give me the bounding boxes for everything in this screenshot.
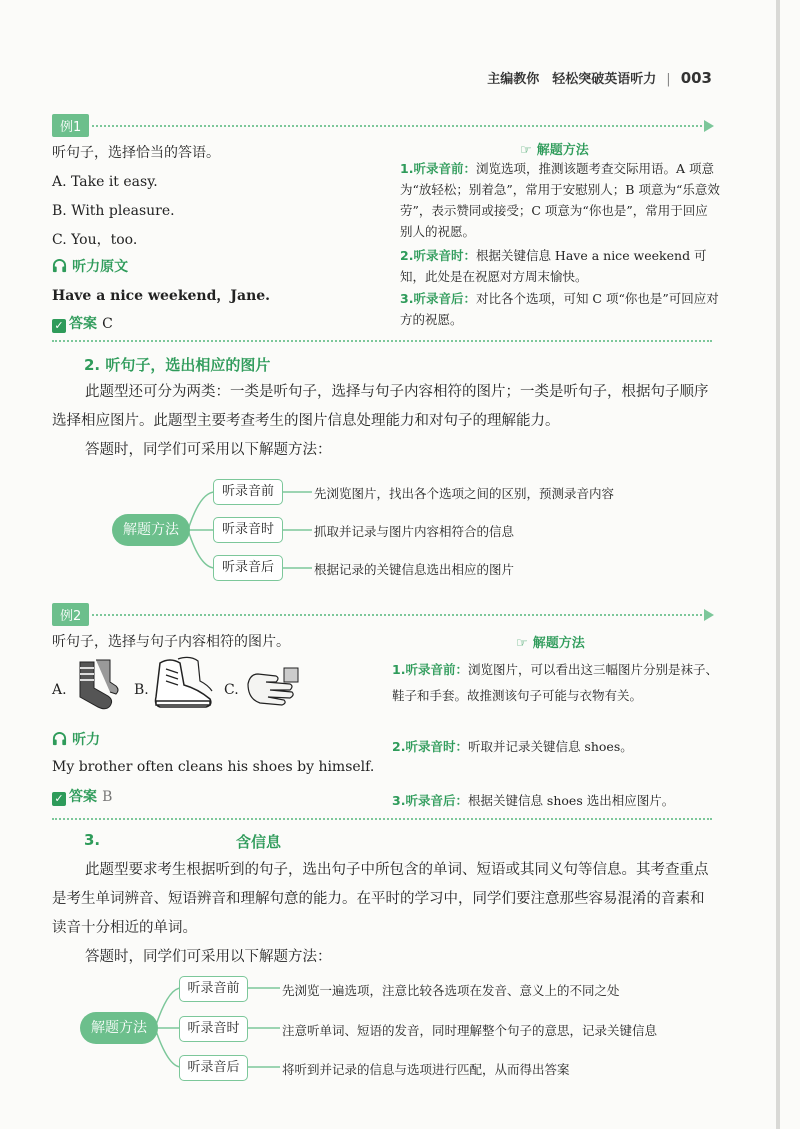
diagram-node: 听录音时 [179, 1016, 248, 1042]
section-title-number: 3. [84, 831, 101, 849]
section-paragraph: 此题型要求考生根据听到的句子，选出句子中所包含的单词、短语或其同义句等信息。其考查重点是考生单词辨音、短语辨音和理解句意的能力。在平时的学习中，同学们要注意那些容易混淆的音素和读音十分相近的单词。 [52, 862, 709, 936]
method-title: 解题方法 [536, 143, 589, 158]
method-step-label: 2.听录音时： [400, 248, 476, 263]
transcript-heading [52, 729, 100, 749]
check-icon: ✓ [52, 319, 66, 333]
section-paragraph: 答题时，同学们可采用以下解题方法： [85, 442, 332, 458]
method-1 [392, 657, 718, 709]
option-b: B. With pleasure. [52, 203, 175, 219]
diagram-node: 听录音后 [179, 1055, 248, 1081]
book-title: 主编教你 轻松突破英语听力 [487, 72, 657, 87]
diagram-desc: 根据记录的关键信息选出相应的图片 [314, 562, 515, 577]
option-c: C. You，too. [52, 232, 138, 248]
question-text: 听句子，选择恰当的答语。 [52, 145, 220, 161]
answer-value: C [102, 316, 113, 332]
diagram-desc: 抓取并记录与图片内容相符合的信息 [314, 524, 515, 539]
diagram-desc: 先浏览一遍选项，注意比较各选项在发音、意义上的不同之处 [282, 983, 620, 998]
option-a: A. Take it easy. [52, 174, 158, 190]
transcript-text: My brother often cleans his shoes by himself. [52, 759, 375, 775]
answer-line [52, 786, 112, 807]
headphone-icon [52, 731, 67, 746]
example-rule [92, 614, 702, 616]
question-text: 听句子，选择与句子内容相符的图片。 [52, 634, 290, 650]
diagram-desc: 先浏览图片，找出各个选项之间的区别，预测录音内容 [314, 486, 615, 501]
method-step-text: 浏览选项，推测该题考查交际用语。A 项意为“放轻松；别着急”，常用于安慰别人；B 项意为“乐意效劳”，表示赞同或接受；C 项意为“你也是”，常用于回应别人的祝愿。 [400, 161, 720, 239]
diagram-center: 解题方法 [80, 1012, 158, 1044]
option-a-label: A. [52, 682, 67, 698]
method-step-label: 3.听录音后： [392, 793, 468, 808]
answer-label: 答案 [69, 789, 97, 805]
diagram-desc: 注意听单词、短语的发音，同时理解整个句子的意思，记录关键信息 [282, 1023, 658, 1038]
check-icon: ✓ [52, 792, 66, 806]
method-step-label: 3.听录音后： [400, 291, 476, 306]
option-c-label: C. [224, 682, 239, 698]
socks-icon [74, 658, 122, 714]
pointing-hand-icon: ☞ [516, 636, 528, 651]
method-step-label: 1.听录音前： [392, 662, 468, 677]
diagram-node: 听录音后 [213, 555, 283, 581]
section-paragraph: 答题时，同学们可采用以下解题方法： [85, 949, 332, 965]
diagram-node: 听录音前 [179, 976, 248, 1002]
diagram-center: 解题方法 [112, 514, 190, 546]
divider [52, 818, 712, 820]
section-paragraph: 此题型还可分为两类：一类是听句子，选择与句子内容相符的图片；一类是听句子，根据句子顺序选择相应图片。此题型主要考查考生的图片信息处理能力和对句子的理解能力。 [52, 384, 709, 429]
section-title-tail: 含信息 [236, 833, 282, 851]
example-tag: 例1 [52, 114, 89, 137]
transcript-text: Have a nice weekend，Jane. [52, 288, 271, 304]
method-step-text: 根据关键信息 Have a nice weekend 可知，此处是在祝愿对方周末愉快。 [400, 248, 707, 284]
method-heading [516, 632, 585, 651]
method-step-text: 浏览图片，可以看出这三幅图片分别是袜子、鞋子和手套。故推测该句子可能与衣物有关。 [392, 662, 718, 703]
gloves-icon [244, 664, 306, 708]
diagram-node: 听录音时 [213, 517, 283, 543]
method-step-text: 根据关键信息 shoes 选出相应图片。 [467, 793, 675, 808]
answer-value: B [102, 789, 113, 805]
method-title: 解题方法 [532, 636, 585, 651]
diagram-desc: 将听到并记录的信息与选项进行匹配，从而得出答案 [282, 1062, 570, 1077]
example-arrow [704, 609, 714, 621]
section-title: 2. 听句子，选出相应的图片 [84, 356, 271, 374]
method-2 [392, 736, 718, 757]
running-header: 主编教你 轻松突破英语听力 | 003 [487, 69, 712, 87]
pointing-hand-icon: ☞ [520, 143, 532, 158]
example-tag: 例2 [52, 603, 89, 626]
option-b-label: B. [134, 682, 149, 698]
method-step-text: 听取并记录关键信息 shoes。 [467, 739, 633, 754]
method-3 [392, 790, 718, 811]
method-step-label: 1.听录音前： [400, 161, 476, 176]
diagram-node: 听录音前 [213, 479, 283, 505]
page-number: 003 [680, 69, 712, 87]
transcript-label: 听力 [72, 732, 101, 748]
shoes-icon [150, 655, 214, 717]
method-step-text: 对比各个选项，可知 C 项“你也是”可回应对方的祝愿。 [400, 291, 719, 327]
method-step-label: 2.听录音时： [392, 739, 468, 754]
transcript-label: 听力原文 [72, 259, 129, 275]
answer-label: 答案 [69, 316, 97, 332]
